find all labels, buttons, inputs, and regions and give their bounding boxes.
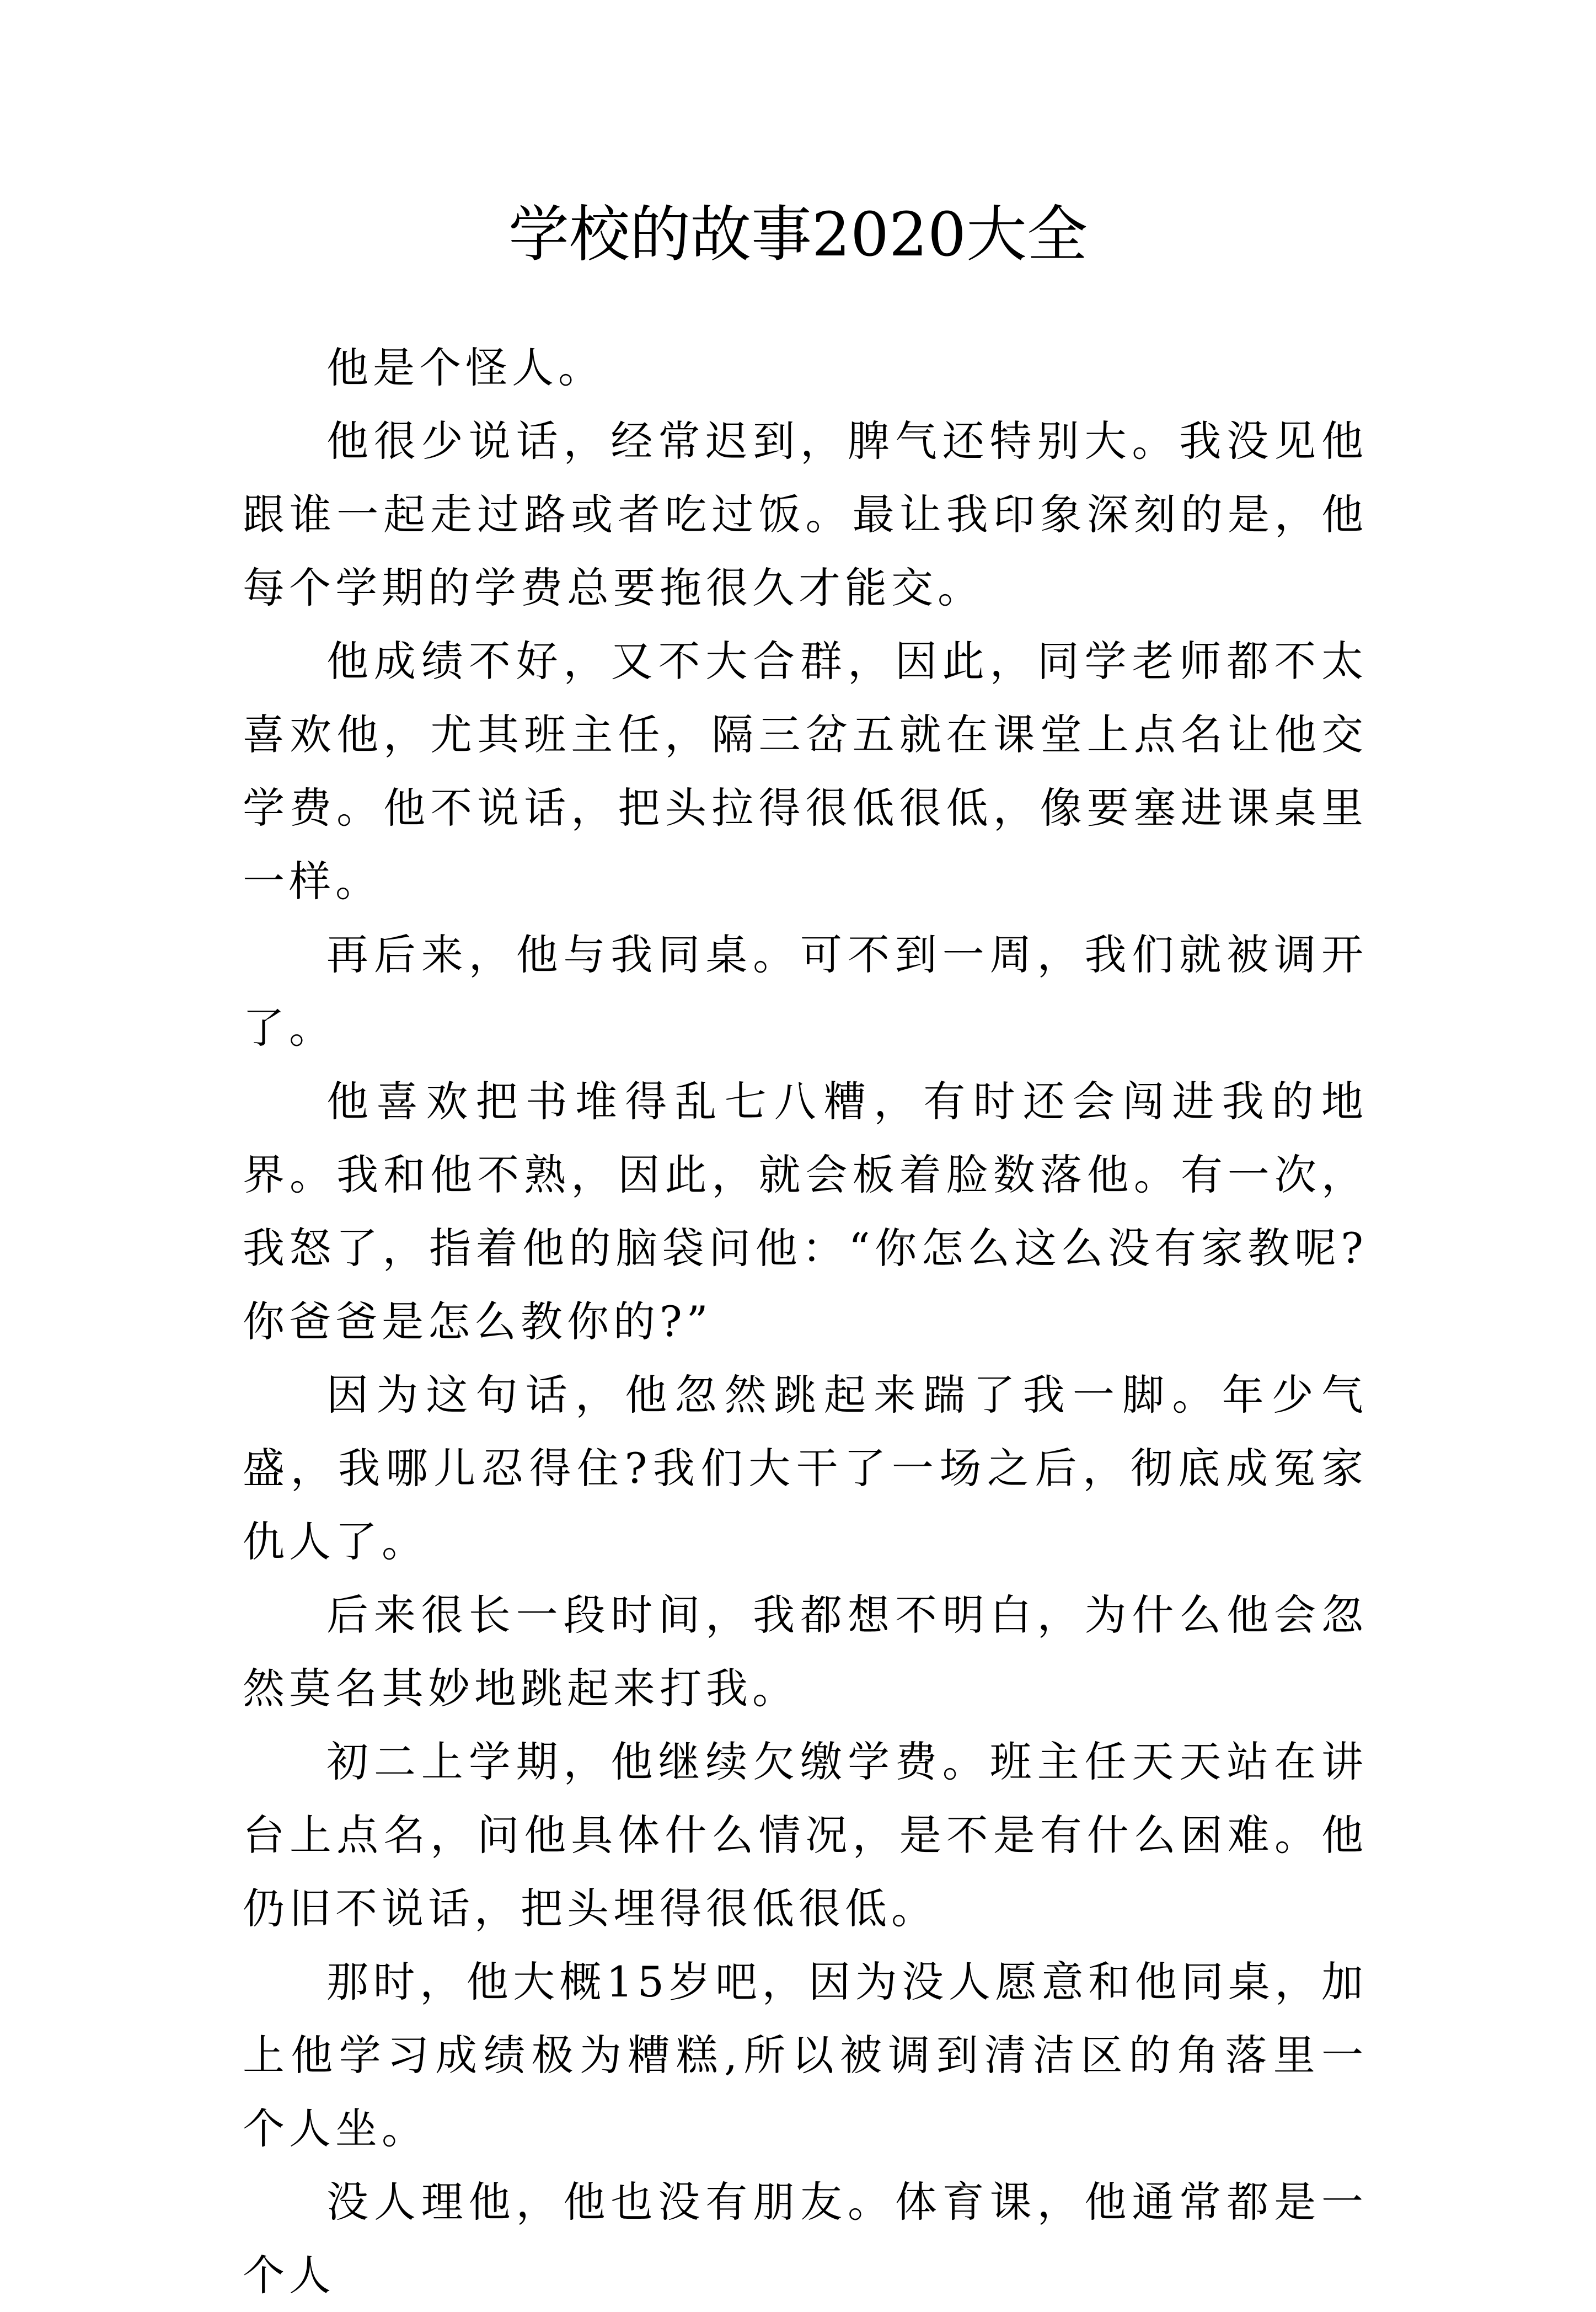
paragraph: 他成绩不好，又不大合群，因此，同学老师都不太喜欢他，尤其班主任，隔三岔五就在课堂上点名让他交学费。他不说话，把头拉得很低很低，像要塞进课桌里一样。 bbox=[243, 637, 1368, 906]
paragraph: 因为这句话，他忽然跳起来踹了我一脚。年少气盛，我哪儿忍得住?我们大干了一场之后，彻底成冤家仇人了。 bbox=[243, 1370, 1368, 1566]
paragraph: 没人理他，他也没有朋友。体育课，他通常都是一个人 bbox=[243, 2177, 1368, 2300]
document-title: 学校的故事2020大全 bbox=[508, 199, 1088, 270]
paragraph: 再后来，他与我同桌。可不到一周，我们就被调开了。 bbox=[243, 930, 1368, 1053]
document-body bbox=[243, 331, 1368, 2312]
paragraph: 他喜欢把书堆得乱七八糟，有时还会闯进我的地界。我和他不熟，因此，就会板着脸数落他。有一次，我怒了，指着他的脑袋问他：“你怎么这么没有家教呢?你爸爸是怎么教你的?” bbox=[243, 1077, 1368, 1346]
paragraph: 那时，他大概15岁吧，因为没人愿意和他同桌，加上他学习成绩极为糟糕,所以被调到清洁区的角落里一个人坐。 bbox=[243, 1957, 1368, 2153]
paragraph: 他很少说话，经常迟到，脾气还特别大。我没见他跟谁一起走过路或者吃过饭。最让我印象深刻的是，他每个学期的学费总要拖很久才能交。 bbox=[243, 417, 1368, 612]
paragraph: 后来很长一段时间，我都想不明白，为什么他会忽然莫名其妙地跳起来打我。 bbox=[243, 1590, 1368, 1713]
paragraph: 初二上学期，他继续欠缴学费。班主任天天站在讲台上点名，问他具体什么情况，是不是有什么困难。他仍旧不说话，把头埋得很低很低。 bbox=[243, 1737, 1368, 1933]
paragraph: 他是个怪人。 bbox=[326, 343, 604, 392]
